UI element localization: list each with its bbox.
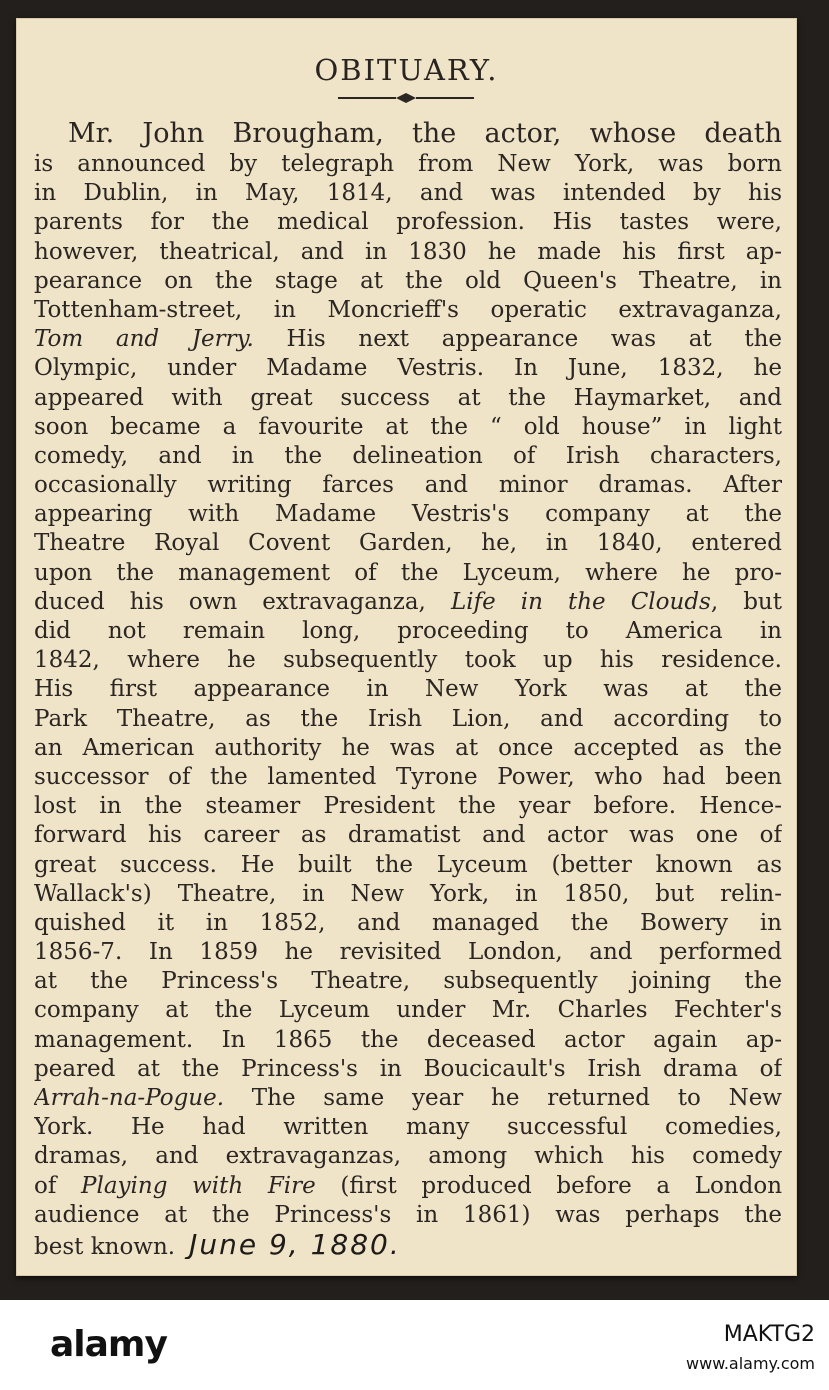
text-line: [34, 1201, 782, 1230]
text-line: [34, 296, 782, 325]
text-segment: at the Princess's Theatre, subsequently joining the: [34, 968, 782, 995]
text-line: [34, 238, 782, 267]
text-line: [34, 150, 782, 179]
italic-title: Playing with Fire: [81, 1172, 316, 1199]
text-segment: occasionally writing farces and minor dramas. After: [34, 472, 782, 499]
text-line: [34, 559, 782, 588]
text-line: [34, 646, 782, 675]
italic-title: Arrah-na-Pogue.: [34, 1085, 225, 1111]
text-segment: an American authority he was at once accepted as the: [34, 734, 782, 761]
text-line: [34, 179, 782, 208]
text-line: [34, 617, 782, 646]
text-line: [34, 1113, 782, 1142]
text-segment: Mr. John Brougham, the actor, whose death: [68, 118, 782, 149]
text-segment: York. He had written many successful comedies,: [34, 1114, 782, 1141]
text-segment: Theatre Royal Covent Garden, he, in 1840, entered: [34, 530, 782, 557]
text-line: [34, 763, 782, 792]
text-line: [34, 909, 782, 938]
text-line: [34, 1026, 782, 1055]
text-segment: dramas, and extravaganzas, among which his comedy: [34, 1143, 782, 1170]
text-line: [34, 705, 782, 734]
text-segment: appearing with Madame Vestris's company at the: [34, 501, 782, 528]
text-segment: The same year he returned to New: [224, 1085, 782, 1111]
text-segment: lost in the steamer President the year before. Hence-: [34, 793, 782, 820]
text-line: [34, 1142, 782, 1171]
text-segment: of: [34, 1172, 82, 1199]
text-segment: comedy, and in the delineation of Irish characters,: [34, 442, 782, 469]
text-line: [34, 529, 782, 558]
text-segment: in Dublin, in May, 1814, and was intended by his: [34, 180, 782, 207]
text-line: [34, 413, 782, 442]
text-segment: quished it in 1852, and managed the Bowery in: [34, 909, 782, 936]
text-segment: His next appearance was at the: [253, 326, 782, 353]
text-segment: 1856-7. In 1859 he revisited London, and performed: [34, 939, 782, 966]
text-line: [34, 1230, 782, 1259]
stock-watermark-bar: [0, 1300, 829, 1390]
italic-title: Life in the Clouds: [450, 588, 711, 615]
text-line: [34, 208, 782, 237]
text-line: [34, 734, 782, 763]
text-segment: great success. He built the Lyceum (better known as: [34, 851, 782, 878]
text-line: [34, 851, 782, 880]
text-segment: Olympic, under Madame Vestris. In June, 1832, he: [34, 355, 782, 382]
alamy-logo: alamy: [50, 1324, 167, 1365]
text-line: [34, 471, 782, 500]
text-line: [34, 938, 782, 967]
text-line: [34, 996, 782, 1025]
text-line: [34, 967, 782, 996]
text-segment: management. In 1865 the deceased actor again ap-: [34, 1026, 782, 1053]
text-segment: parents for the medical profession. His tastes were,: [34, 209, 782, 236]
text-line: [34, 442, 782, 471]
text-line: [34, 354, 782, 383]
text-segment: company at the Lyceum under Mr. Charles Fechter's: [34, 997, 782, 1024]
text-segment: appeared with great success at the Haymarket, and: [34, 384, 782, 411]
text-segment: (first produced before a London: [315, 1172, 782, 1199]
text-line: [34, 880, 782, 909]
text-segment: soon became a favourite at the “ old house” in light: [34, 413, 782, 440]
text-segment: audience at the Princess's in 1861) was perhaps the: [34, 1201, 782, 1228]
text-line: [34, 384, 782, 413]
text-segment: Park Theatre, as the Irish Lion, and according to: [34, 705, 782, 732]
watermark-url: www.alamy.com: [686, 1354, 815, 1373]
obituary-body: [34, 117, 782, 1259]
text-line: [34, 1172, 782, 1201]
text-segment: forward his career as dramatist and actor was one of: [34, 822, 782, 849]
italic-title: Tom and Jerry.: [34, 326, 254, 353]
text-segment: Tottenham-street, in Moncrieff's operatic extravaganza,: [34, 296, 782, 323]
text-segment: upon the management of the Lyceum, where he pro-: [34, 559, 782, 586]
text-segment: best known.: [34, 1233, 176, 1260]
newspaper-clipping: [16, 18, 797, 1276]
text-line: [34, 588, 782, 617]
text-line: [34, 1084, 782, 1113]
handwritten-date: June 9, 1880.: [189, 1229, 401, 1260]
text-line: [34, 325, 782, 354]
text-line: [34, 821, 782, 850]
text-segment: did not remain long, proceeding to America in: [34, 618, 782, 644]
text-segment: is announced by telegraph from New York, was born: [34, 151, 782, 177]
text-segment: His first appearance in New York was at the: [34, 676, 782, 703]
text-segment: peared at the Princess's in Boucicault's Irish drama of: [34, 1055, 782, 1082]
image-id: MAKTG2: [723, 1322, 815, 1347]
text-segment: pearance on the stage at the old Queen's Theatre, in: [34, 267, 782, 294]
obituary-title: OBITUARY.: [314, 53, 499, 87]
text-line: [34, 500, 782, 529]
text-segment: Wallack's) Theatre, in New York, in 1850, but relin-: [34, 880, 782, 907]
text-line: [34, 267, 782, 296]
text-line: [34, 1055, 782, 1084]
text-line: [34, 117, 782, 150]
text-segment: successor of the lamented Tyrone Power, who had been: [34, 763, 782, 790]
text-segment: 1842, where he subsequently took up his residence.: [34, 647, 782, 674]
text-segment: duced his own extravaganza,: [34, 588, 451, 615]
text-line: [34, 792, 782, 821]
text-segment: however, theatrical, and in 1830 he made his first ap-: [34, 238, 782, 265]
text-line: [34, 675, 782, 704]
text-segment: , but: [710, 588, 782, 615]
divider-ornament-icon: [338, 93, 474, 103]
